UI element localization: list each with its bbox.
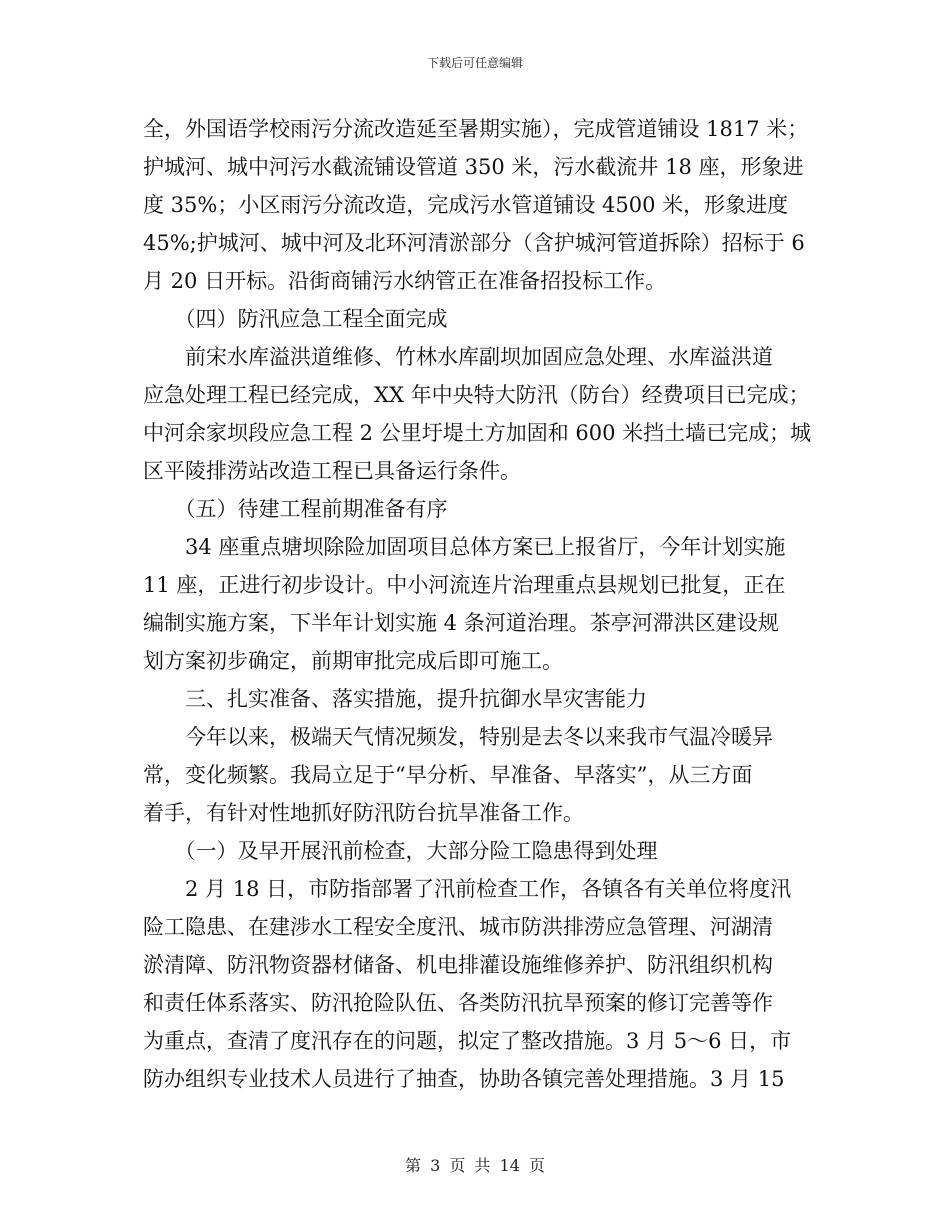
body-line: 今年以来，极端天气情况频发，特别是去冬以来我市气温冷暖异 [143, 725, 773, 749]
body-line: 防办组织专业技术人员进行了抽查，协助各镇完善处理措施。3 月 15 [143, 1067, 785, 1091]
body-line: 编制实施方案，下半年计划实施 4 条河道治理。茶亭河滞洪区建设规 [143, 611, 779, 635]
section-heading: （一）及早开展汛前检查，大部分险工隐患得到处理 [143, 839, 658, 863]
section-heading: 三、扎实准备、落实措施，提升抗御水旱灾害能力 [143, 687, 647, 711]
body-line: 着手，有针对性地抓好防汛防台抗旱准备工作。 [143, 801, 584, 825]
body-line: 45%;护城河、城中河及北环河清淤部分（含护城河管道拆除）招标于 6 [143, 231, 805, 255]
body-line: 常，变化频繁。我局立足于“早分析、早准备、早落实”，从三方面 [143, 763, 753, 787]
body-line: 淤清障、防汛物资器材储备、机电排灌设施维修养护、防汛组织机构 [143, 953, 773, 977]
page-header: 下载后可任意编辑 [426, 56, 523, 70]
body-line: 和责任体系落实、防汛抢险队伍、各类防汛抗旱预案的修订完善等作 [143, 991, 773, 1015]
body-line: 11 座，正进行初步设计。中小河流连片治理重点县规划已批复，正在 [143, 573, 786, 597]
document-body [143, 110, 812, 1098]
body-line: 度 35%；小区雨污分流改造，完成污水管道铺设 4500 米，形象进度 [143, 193, 789, 217]
body-line: 区平陵排涝站改造工程已具备运行条件。 [143, 459, 521, 483]
body-line: 划方案初步确定，前期审批完成后即可施工。 [143, 649, 563, 673]
body-line: 为重点，查清了度汛存在的问题，拟定了整改措施。3 月 5～6 日，市 [143, 1029, 792, 1053]
body-line: 应急处理工程已经完成，XX 年中央特大防汛（防台）经费项目已完成； [143, 383, 810, 407]
section-heading: （五）待建工程前期准备有序 [143, 497, 448, 521]
body-line: 2 月 18 日，市防指部署了汛前检查工作，各镇各有关单位将度汛 [143, 877, 792, 901]
body-line: 中河余家坝段应急工程 2 公里圩堤土方加固和 600 米挡土墙已完成；城 [143, 421, 812, 445]
body-line: 前宋水库溢洪道维修、竹林水库副坝加固应急处理、水库溢洪道 [143, 345, 773, 369]
body-line: 34 座重点塘坝除险加固项目总体方案已上报省厅，今年计划实施 [143, 535, 786, 559]
section-heading: （四）防汛应急工程全面完成 [143, 307, 448, 331]
page-footer: 第 3 页 共 14 页 [405, 1156, 545, 1175]
body-line: 护城河、城中河污水截流铺设管道 350 米，污水截流井 18 座，形象进 [143, 155, 804, 179]
body-line: 全，外国语学校雨污分流改造延至暑期实施），完成管道铺设 1817 米； [143, 117, 809, 141]
body-line: 月 20 日开标。沿街商铺污水纳管正在准备招投标工作。 [143, 269, 667, 293]
body-line: 险工隐患、在建涉水工程安全度汛、城市防洪排涝应急管理、河湖清 [143, 915, 773, 939]
